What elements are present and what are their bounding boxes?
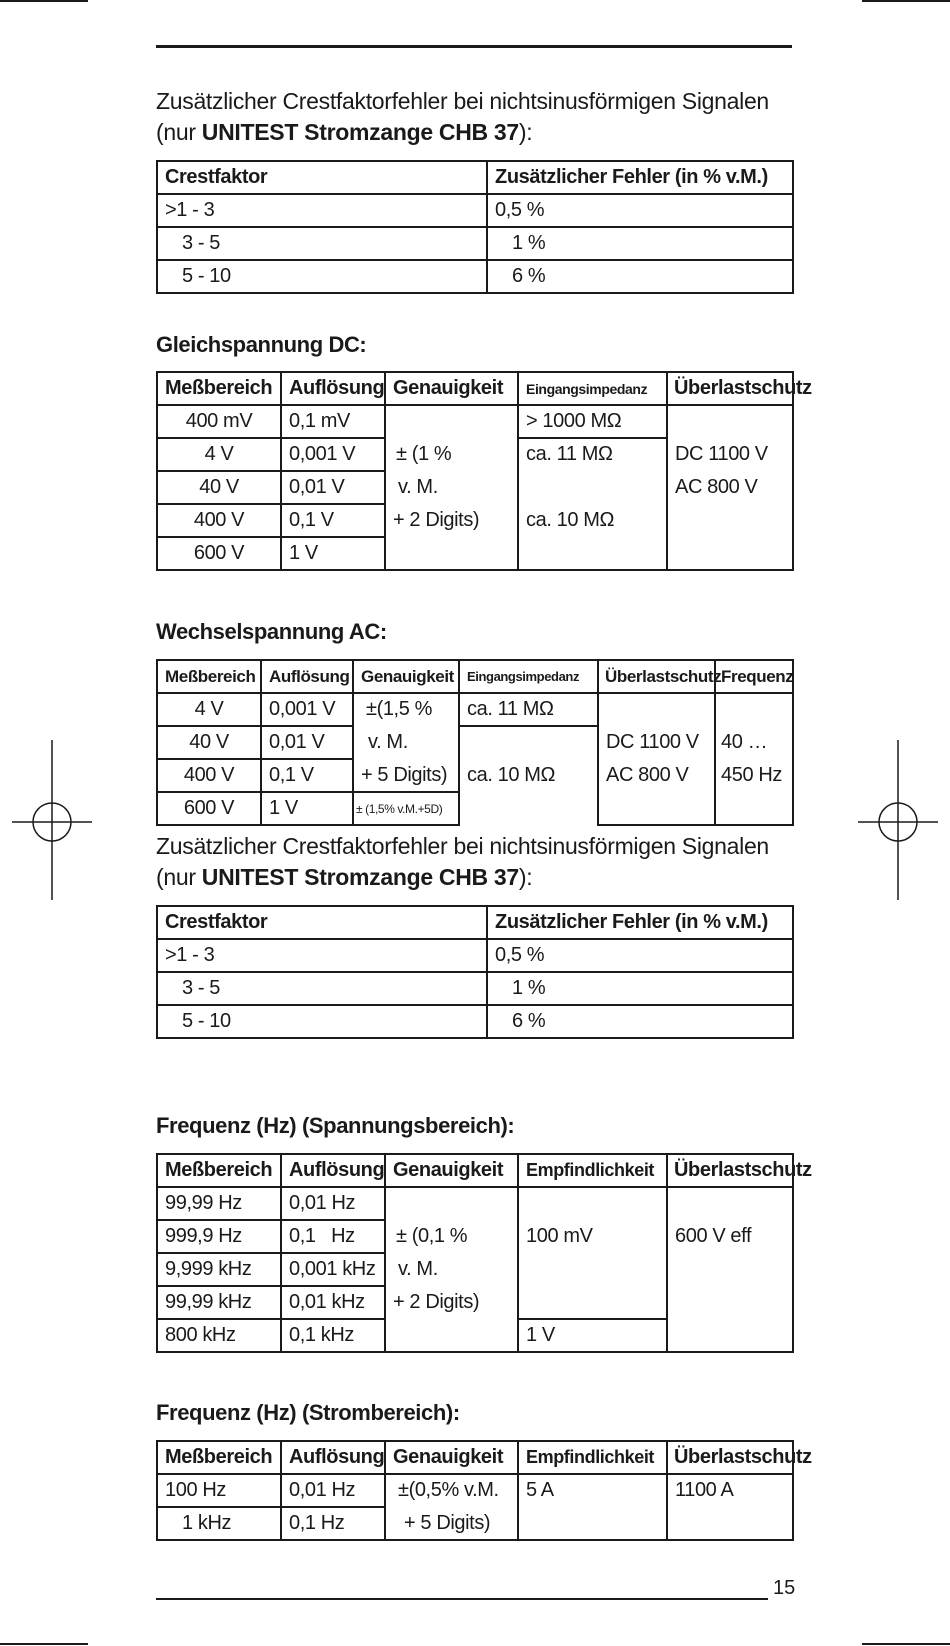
crop-mark-bottom-right [862, 1643, 950, 1645]
table-row [157, 405, 793, 438]
range-cell: 400 V [157, 759, 261, 792]
accuracy-cell: ±(1,5 % [353, 693, 459, 726]
accuracy-cell [385, 405, 518, 438]
col-header-eingangsimpedanz: Eingangsimpedanz [518, 372, 667, 405]
col-header-messbereich: Meßbereich [157, 1441, 281, 1474]
resolution-cell: 0,01 kHz [281, 1286, 385, 1319]
col-header-aufloesung: Auflösung [281, 372, 385, 405]
section-title-ac: Wechselspannung AC: [156, 619, 387, 644]
impedance-cell: ca. 10 MΩ [518, 504, 667, 537]
table-row [157, 1507, 793, 1540]
accuracy-cell [385, 537, 518, 570]
sensitivity-cell [518, 1187, 667, 1220]
error-value: 1 % [487, 227, 793, 260]
accuracy-cell [385, 1187, 518, 1220]
resolution-cell: 1 V [261, 792, 353, 825]
overload-cell: 1100 A [667, 1474, 793, 1507]
accuracy-cell: ± (1 % [385, 438, 518, 471]
overload-cell [667, 537, 793, 570]
col-header-ueberlastschutz: Überlastschutz [667, 1154, 793, 1187]
table-row [157, 194, 793, 227]
resolution-cell: 0,1 Hz [281, 1220, 385, 1253]
error-value: 6 % [487, 260, 793, 293]
sensitivity-cell: 1 V [518, 1319, 667, 1352]
resolution-cell: 0,01 V [261, 726, 353, 759]
registration-mark-right [858, 740, 938, 900]
resolution-cell: 0,01 V [281, 471, 385, 504]
resolution-cell: 0,1 mV [281, 405, 385, 438]
table-row [157, 1005, 793, 1038]
col-header-fehler: Zusätzlicher Fehler (in % v.M.) [487, 161, 793, 194]
table-row [157, 471, 793, 504]
col-header-eingangsimpedanz: Eingangsimpedanz [459, 660, 598, 693]
section-title-freq-current: Frequenz (Hz) (Strombereich): [156, 1400, 460, 1425]
crest-intro-line2: (nur UNITEST Stromzange CHB 37): [156, 119, 533, 145]
accuracy-cell: ± (1,5% v.M.+5D) [353, 792, 459, 825]
col-header-crestfaktor: Crestfaktor [157, 161, 487, 194]
range-cell: 9,999 kHz [157, 1253, 281, 1286]
table-row [157, 504, 793, 537]
col-header-messbereich: Meßbereich [157, 1154, 281, 1187]
overload-cell: 600 V eff [667, 1220, 793, 1253]
crest-intro-1 [156, 86, 769, 148]
col-header-aufloesung: Auflösung [261, 660, 353, 693]
sensitivity-cell [518, 1253, 667, 1286]
error-value: 0,5 % [487, 939, 793, 972]
overload-cell [667, 405, 793, 438]
table-header-row [157, 1441, 793, 1474]
accuracy-cell: + 2 Digits) [385, 1286, 518, 1319]
crest-value: 3 - 5 [157, 227, 487, 260]
resolution-cell: 0,01 Hz [281, 1187, 385, 1220]
range-cell: 400 V [157, 504, 281, 537]
col-header-ueberlastschutz: Überlastschutz [598, 660, 715, 693]
overload-cell: AC 800 V [667, 471, 793, 504]
range-cell: 600 V [157, 792, 261, 825]
col-header-aufloesung: Auflösung [281, 1441, 385, 1474]
col-header-genauigkeit: Genauigkeit [385, 1154, 518, 1187]
table-row [157, 1220, 793, 1253]
overload-cell: DC 1100 V [667, 438, 793, 471]
accuracy-cell [385, 1319, 518, 1352]
col-header-crestfaktor: Crestfaktor [157, 906, 487, 939]
error-value: 1 % [487, 972, 793, 1005]
registration-mark-left [12, 740, 92, 900]
col-header-frequenz: Frequenz [715, 660, 793, 693]
frequency-cell: 40 … [715, 726, 793, 759]
sensitivity-cell [518, 1507, 667, 1540]
resolution-cell: 0,001 V [281, 438, 385, 471]
col-header-genauigkeit: Genauigkeit [385, 372, 518, 405]
table-row [157, 1187, 793, 1220]
crop-mark-bottom-left [0, 1643, 88, 1645]
table-header-row [157, 372, 793, 405]
crest-table-1 [156, 160, 794, 294]
table-row [157, 227, 793, 260]
col-header-ueberlastschutz: Überlastschutz [667, 1441, 793, 1474]
table-row [157, 537, 793, 570]
resolution-cell: 0,001 V [261, 693, 353, 726]
crest-intro-line2: (nur UNITEST Stromzange CHB 37): [156, 864, 533, 890]
range-cell: 999,9 Hz [157, 1220, 281, 1253]
accuracy-cell: + 5 Digits) [385, 1507, 518, 1540]
crop-mark-top-left [0, 0, 88, 2]
range-cell: 600 V [157, 537, 281, 570]
range-cell: 100 Hz [157, 1474, 281, 1507]
accuracy-cell: v. M. [385, 471, 518, 504]
impedance-cell [518, 537, 667, 570]
sensitivity-cell [518, 1286, 667, 1319]
col-header-empfindlichkeit: Empfindlichkeit [518, 1441, 667, 1474]
ac-table [156, 659, 794, 826]
range-cell: 40 V [157, 471, 281, 504]
resolution-cell: 0,1 Hz [281, 1507, 385, 1540]
freq-voltage-table [156, 1153, 812, 1353]
impedance-cell [459, 726, 598, 759]
crest-intro-line1: Zusätzlicher Crestfaktorfehler bei nichtsinusförmigen Signalen [156, 88, 769, 114]
resolution-cell: 0,001 kHz [281, 1253, 385, 1286]
freq-current-table [156, 1440, 812, 1541]
table-row [157, 438, 793, 471]
dc-table [156, 371, 812, 571]
section-title-freq-voltage: Frequenz (Hz) (Spannungsbereich): [156, 1113, 515, 1138]
overload-cell: DC 1100 V [598, 726, 715, 759]
overload-cell [667, 504, 793, 537]
impedance-cell [518, 471, 667, 504]
impedance-cell [459, 792, 598, 825]
overload-cell [598, 693, 715, 726]
table-header-row [157, 660, 793, 693]
crest-value: >1 - 3 [157, 194, 487, 227]
table-row [157, 1319, 793, 1352]
crest-intro-2 [156, 831, 769, 893]
crest-value: >1 - 3 [157, 939, 487, 972]
impedance-cell: ca. 11 MΩ [518, 438, 667, 471]
sensitivity-cell: 5 A [518, 1474, 667, 1507]
resolution-cell: 0,1 V [261, 759, 353, 792]
col-header-messbereich: Meßbereich [157, 372, 281, 405]
table-row [157, 759, 793, 792]
page-number: 15 [773, 1577, 796, 1599]
overload-cell [598, 792, 715, 825]
impedance-cell: ca. 10 MΩ [459, 759, 598, 792]
impedance-cell: > 1000 MΩ [518, 405, 667, 438]
col-header-fehler: Zusätzlicher Fehler (in % v.M.) [487, 906, 793, 939]
overload-cell: AC 800 V [598, 759, 715, 792]
overload-cell [667, 1507, 793, 1540]
sensitivity-cell: 100 mV [518, 1220, 667, 1253]
overload-cell [667, 1253, 793, 1286]
range-cell: 40 V [157, 726, 261, 759]
table-row [157, 1253, 793, 1286]
error-value: 6 % [487, 1005, 793, 1038]
range-cell: 4 V [157, 438, 281, 471]
table-row [157, 792, 793, 825]
accuracy-cell: ± (0,1 % [385, 1220, 518, 1253]
table-row [157, 260, 793, 293]
col-header-ueberlastschutz: Überlastschutz [667, 372, 793, 405]
accuracy-cell: ±(0,5% v.M. [385, 1474, 518, 1507]
crop-mark-top-right [862, 0, 950, 2]
table-row [157, 1286, 793, 1319]
table-row [157, 1474, 793, 1507]
crest-table-2 [156, 905, 794, 1039]
range-cell: 400 mV [157, 405, 281, 438]
table-header-row [157, 1154, 793, 1187]
frequency-cell [715, 792, 793, 825]
table-header-row [157, 906, 793, 939]
accuracy-cell: + 2 Digits) [385, 504, 518, 537]
crest-value: 5 - 10 [157, 1005, 487, 1038]
range-cell: 99,99 Hz [157, 1187, 281, 1220]
resolution-cell: 1 V [281, 537, 385, 570]
section-title-dc: Gleichspannung DC: [156, 332, 367, 357]
accuracy-cell: v. M. [385, 1253, 518, 1286]
range-cell: 99,99 kHz [157, 1286, 281, 1319]
overload-cell [667, 1286, 793, 1319]
error-value: 0,5 % [487, 194, 793, 227]
overload-cell [667, 1319, 793, 1352]
range-cell: 800 kHz [157, 1319, 281, 1352]
table-header-row [157, 161, 793, 194]
accuracy-cell: + 5 Digits) [353, 759, 459, 792]
footer-rule [156, 1598, 768, 1600]
header-rule [156, 45, 792, 48]
accuracy-cell: v. M. [353, 726, 459, 759]
crest-intro-line1: Zusätzlicher Crestfaktorfehler bei nichtsinusförmigen Signalen [156, 833, 769, 859]
range-cell: 4 V [157, 693, 261, 726]
col-header-genauigkeit: Genauigkeit [353, 660, 459, 693]
resolution-cell: 0,01 Hz [281, 1474, 385, 1507]
frequency-cell [715, 693, 793, 726]
col-header-empfindlichkeit: Empfindlichkeit [518, 1154, 667, 1187]
table-row [157, 726, 793, 759]
range-cell: 1 kHz [157, 1507, 281, 1540]
table-row [157, 693, 793, 726]
crest-value: 5 - 10 [157, 260, 487, 293]
overload-cell [667, 1187, 793, 1220]
crest-value: 3 - 5 [157, 972, 487, 1005]
table-row [157, 972, 793, 1005]
impedance-cell: ca. 11 MΩ [459, 693, 598, 726]
table-row [157, 939, 793, 972]
resolution-cell: 0,1 kHz [281, 1319, 385, 1352]
frequency-cell: 450 Hz [715, 759, 793, 792]
col-header-genauigkeit: Genauigkeit [385, 1441, 518, 1474]
col-header-aufloesung: Auflösung [281, 1154, 385, 1187]
resolution-cell: 0,1 V [281, 504, 385, 537]
col-header-messbereich: Meßbereich [157, 660, 261, 693]
